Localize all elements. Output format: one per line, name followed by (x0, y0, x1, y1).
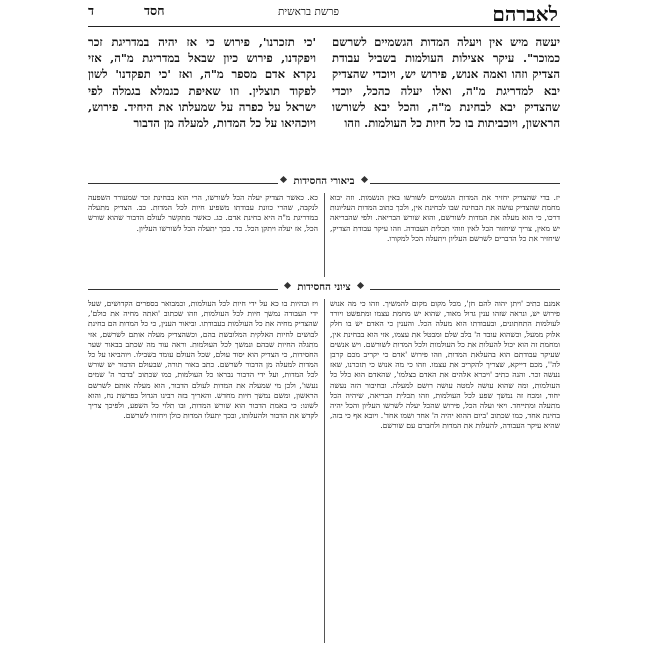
book-title: לאברהם (492, 2, 558, 26)
section-name: חסד (144, 3, 165, 18)
ornament-icon (280, 176, 287, 183)
parsha-name: פרשת בראשית (278, 6, 339, 18)
biurei-heading (88, 176, 560, 190)
running-header (88, 3, 558, 25)
main-text-right-column: יעשה מיש אין ויעלה המדות הגשמיים לשרשם כמוכר". עיקר אצילות העולמות בשביל עבודת הצדיק וזהו ואמה אנוש, פירוש יש, ויוכדי שהצדיק יבא למדריגת מ"ה, ואלו יעלה כהכל, יוכדי שהצדיק יבא לבחינת מ"ה, והכל יבא לשורשו הראשון, ויוכביתות בו כל חיות כל העולמות. וזהו (332, 35, 560, 131)
tziyunei-right-column: אמנם כתיב 'ויתן יהוה להם חן', מכל מקום מקום להמשיך. וזהו כי מה אנוש פירוש יש, ונראה שזהו ענין גדול מאוד, שהוא יש מחמת עצמו ומתפשט ויורד לעולמות התחתונים, ובעבודתו הוא מעלה הכל. והענין כי האדם יש בו חלק אלוק ממעל, וכשהוא עובד ה' בלב שלם ומבטל את עצמו, אזי הוא בבחינת אין, ומחמת זה הוא יכול להעלות את כל העולמות ולכל המדות לשורשם. ויש אנשים שעיקר עבודתם הוא בהעלאת המדות, וזהו פירוש 'אדם כי יקריב מכם קרבן לה'', מכם דייקא, שצריך להקריב את עצמו. וזהו כי מה אנוש כי תזכרנו, שאז נעשה זכר. והנה כתיב 'ויברא אלהים את האדם בצלמו', שהאדם הוא כלל כל העולמות, ומה שהוא עושה למטה עושה רושם למעלה. ובחיבור הזה נעשה יחוד, ומכח זה נמשך שפע לכל העולמות, וזהו תכלית הבריאה, שיהיה הכל מתעלה ומתייחד. ויאי ועלה הכל, פירוש שהכל יעלה לשרשו העליון והכל יהיה בחינת אחד, כמו שכתוב 'ביום ההוא יהיה ה' אחד ושמו אחד'. ויובא אף כי בזה, שהיא עיקר העבודה, להעלות את המדות ולחברם עם שורשם. (330, 299, 560, 431)
page-letter: ד (88, 3, 95, 18)
ornament-icon (357, 282, 364, 289)
ornament-icon (361, 176, 368, 183)
ornament-icon (284, 282, 291, 289)
tziyunei-left-column: ויז ובהיות בו כא על ידי חיות לכל העולמות, וכמבואר בספרים הקדושים, שעל ידי העבודה נמשך חיות לכל העולמות, וזהו שכתוב 'ואתה מחיה את כולם', שהצדיק מחיה את כל העולמות בעבודתו. וביאור הענין, כי כל המדות הם בחינת לבושים לחיות האלקית המלובשת בהם, וכשהצדיק מעלה אותם לשרשם, אזי מתגלה החיות שבהם ונמשך לכל העולמות. וראה עוד מה שכתב בבאור שער החסידות, כי הצדיק הוא יסוד עולם, שכל העולם עומד בשבילו. ויוהביאו על כל המדות למעלה מן הדבור לשרשם. כתב באור תורה, שבעולם הדבור יש שורש לכל המדות, ועל ידי הדבור נבראו כל העולמות, כמו שכתוב 'בדבר ה' שמים נעשו', ולכן מי שמעלה את המדות לעולם הדבור, הוא מעלה אותם לשרשם הראשון, ומשם נמשך חיות מחדש. והאריך בזה רבינו הגדול בפרשת נח, והוא לשונו: כי באמת הדבור הוא שורש המדות, ובו תלוי כל השפע, ולפיכך צריך לקדש את הדבור ולהעלותו, ובכך יתעלו המדות כולן ויחזרו לשרשם. (88, 299, 318, 421)
tziyunei-title: ציוני החסידות (297, 282, 351, 293)
biurei-right-column: יז. בדי שהצדיק יחזיר את המדות הגשמיים לשורשו באין הנשמות. וזה יבוא מחמת שהצדיק עושה את הבחינה שבו לבחינת אין, ולכך כתוב המדות העליונות דרכו, כי הוא מעלה את המדות לשורשם, והוא שורש הבריאה. ולפי שהבריאה יש מאין, צריך שיחזור הכל לאין וזוהי תכלית העבודה. וזהו עיקר עבודת הצדיק, שיחזיר את כל הדברים לשרשם העליון ויתעלה הכל למקורו. (330, 193, 560, 243)
main-text-left-column: 'כי תזכרנו', פירוש כי אז יהיה במדריגת זכר ויפקדנו, פירוש כיון שבאל במדריגת מ"ה, אזי נקרא אדם מספר מ"ה, ואז 'כי תפקדנו' לשון לפקוד תוצלין. וזו שאיפת כגמלא בגמלה לפי ישראל על כפרה על שמעלתו את היחיד. פירוש, ויוכהיאו על כל המדות, למעלה מן הדבור (88, 35, 316, 131)
biurei-title: ביאורי החסידות (293, 176, 355, 187)
biurei-left-column: כא. כאשר הצדיק יעלה הכל לשורשו, הרי הוא בבחינת זכר שמעורר השפעה לנקבה, שהרי כוונת עבודתו משפיע חיות לכל המדות. כב. הצדיק מתעלה במדריגת מ"ה היא בחינת אדם. כג. כאשר מתקשר לעולם הדבור שהוא שורש הכל, אז יעלה ויתקן הכל. כד. בכך יתעלה הכל לשורשו העליון. (88, 193, 318, 233)
tziyunei-heading (88, 282, 560, 296)
column-divider (324, 193, 325, 277)
column-divider (324, 299, 325, 643)
header-rule (88, 26, 560, 27)
